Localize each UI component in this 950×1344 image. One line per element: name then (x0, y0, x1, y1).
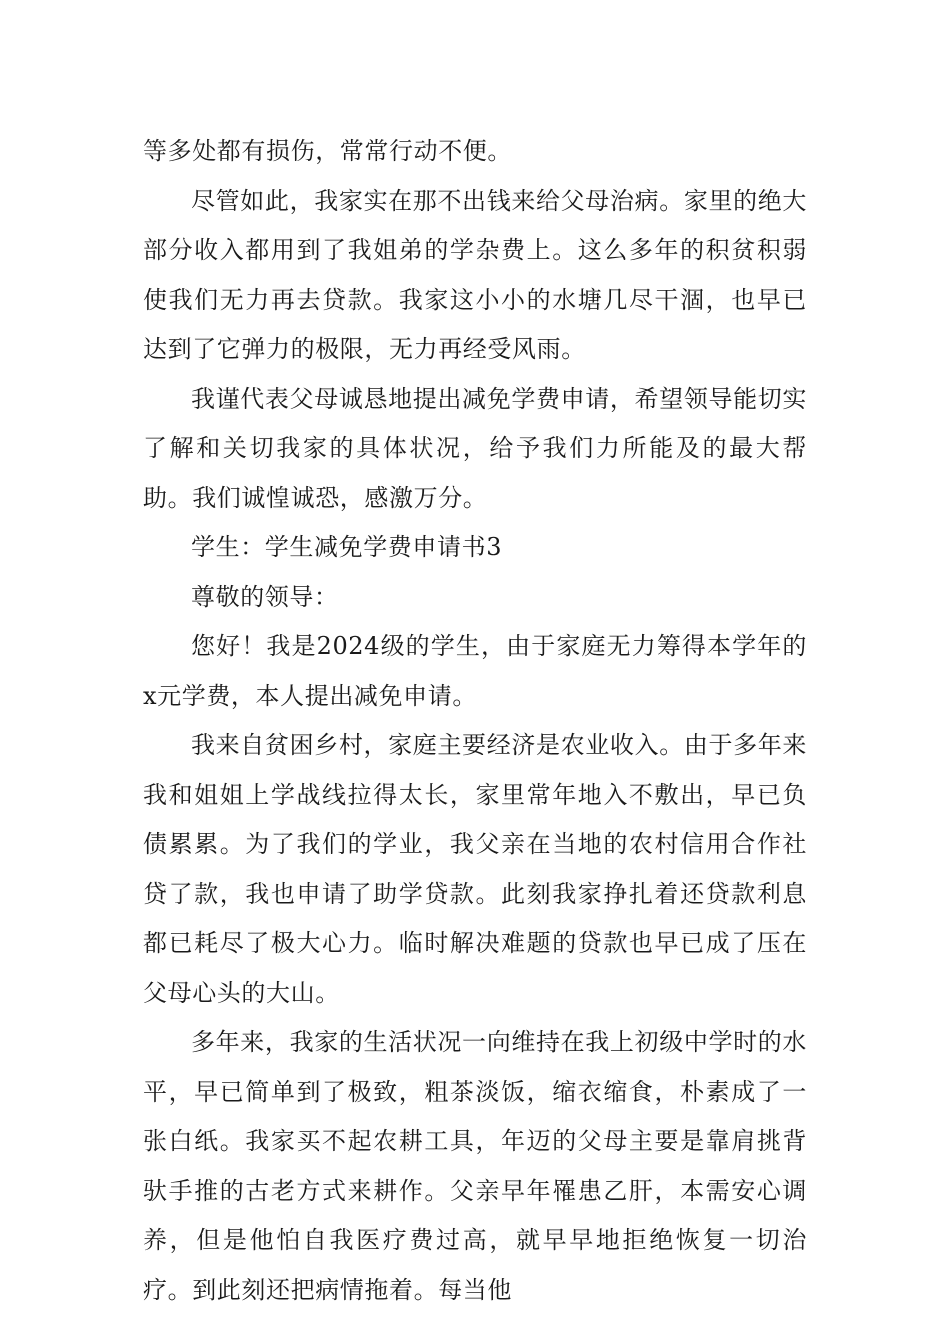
signature-line: 学生：学生减免学费申请书3 (191, 533, 503, 561)
paragraph-3: 我谨代表父母诚恳地提出减免学费申请，希望领导能切实了解和关切我家的具体状况，给予我们力所能及的最大帮助。我们诚惶诚恐，感激万分。 (143, 384, 807, 512)
paragraph-living-conditions: 多年来，我家的生活状况一向维持在我上初级中学时的水平，早已简单到了极致，粗茶淡饭，缩衣缩食，朴素成了一张白纸。我家买不起农耕工具，年迈的父母主要是靠肩挑背驮手推的古老方式来耕作。父亲早年罹患乙肝，本需安心调养，但是他怕自我医疗费过高，就早早地拒绝恢复一切治疗。到此刻还把病情拖着。每当他 (143, 1028, 807, 1304)
paragraph-1: 等多处都有损伤，常常行动不便。 (143, 137, 512, 165)
document-page (143, 127, 807, 1315)
paragraph-background: 我来自贫困乡村，家庭主要经济是农业收入。由于多年来我和姐姐上学战线拉得太长，家里常年地入不敷出，早已负债累累。为了我们的学业，我父亲在当地的农村信用合作社贷了款，我也申请了助学贷款。此刻我家挣扎着还贷款利息都已耗尽了极大心力。临时解决难题的贷款也早已成了压在父母心头的大山。 (143, 731, 807, 1007)
salutation: 尊敬的领导： (191, 582, 339, 611)
paragraph-greeting: 您好！我是2024级的学生，由于家庭无力筹得本学年的x元学费，本人提出减免申请。 (143, 632, 807, 710)
paragraph-2: 尽管如此，我家实在那不出钱来给父母治病。家里的绝大部分收入都用到了我姐弟的学杂费上。这么多年的积贫积弱使我们无力再去贷款。我家这小小的水塘几尽干涸，也早已达到了它弹力的极限，无力再经受风雨。 (143, 186, 807, 363)
